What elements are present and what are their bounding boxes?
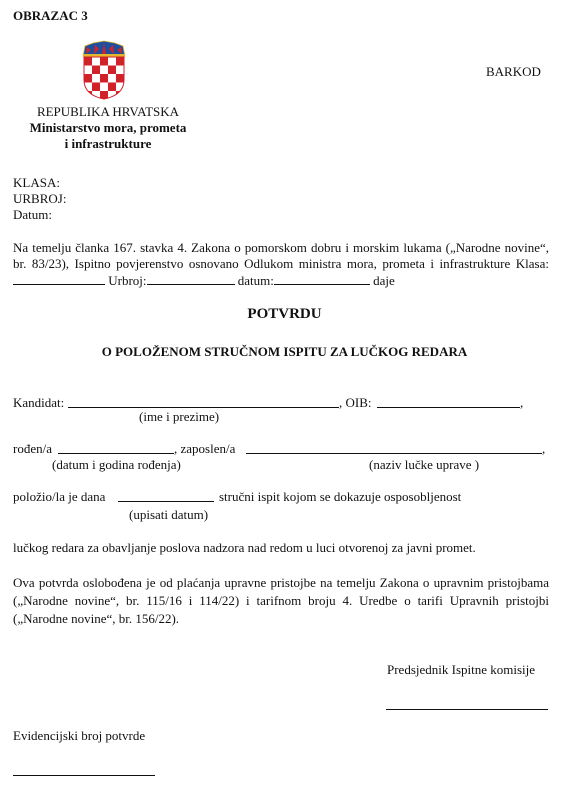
signature-field[interactable] <box>386 709 548 710</box>
signature-label: Predsjednik Ispitne komisije <box>387 662 536 677</box>
port-authority-field[interactable] <box>246 453 542 454</box>
record-number-field[interactable] <box>13 775 155 776</box>
barcode-label: BARKOD <box>486 64 541 79</box>
port-authority-hint: (naziv lučke uprave ) <box>369 457 480 472</box>
intro-daje: daje <box>373 273 395 288</box>
intro-urbroj-label: Urbroj: <box>108 273 147 288</box>
candidate-name-field[interactable] <box>68 407 339 408</box>
document-title: POTVRDU <box>247 306 322 322</box>
urbroj-label: URBROJ: <box>13 191 67 206</box>
datum-label: Datum: <box>13 207 52 222</box>
document-subtitle: O POLOŽENOM STRUČNOM ISPITU ZA LUČKOG REDARA <box>101 344 468 359</box>
intro-datum-label: datum: <box>237 273 274 288</box>
oib-field[interactable] <box>377 407 520 408</box>
passed-suffix: stručni ispit kojom se dokazuje osposobljenost <box>219 489 462 504</box>
issuer-ministry-line2: i infrastrukture <box>64 136 152 151</box>
datum-field[interactable] <box>274 272 370 285</box>
intro-text: Na temelju članka 167. stavka 4. Zakona o pomorskom dobru i morskim lukama („Narodne novine“, br. 83/23), Ispitno povjerenstvo osnovano Odlukom ministra mora, prometa i infrastrukture Klasa: <box>13 240 549 271</box>
candidate-label: Kandidat: <box>13 395 65 410</box>
birth-date-hint: (datum i godina rođenja) <box>52 457 181 472</box>
passed-prefix: položio/la je dana <box>13 489 106 504</box>
klasa-label: KLASA: <box>13 175 60 190</box>
born-label: rođen/a <box>13 441 52 456</box>
exam-date-hint: (upisati datum) <box>129 507 209 522</box>
exam-date-field[interactable] <box>118 501 214 502</box>
klasa-field[interactable] <box>13 272 105 285</box>
exemption-paragraph: Ova potvrda oslobođena je od plaćanja upravne pristojbe na temelju Zakona o upravnim pristojbama („Narodne novine“, br. 115/16 i 114/22) i tarifnom broju 4. Uredbe o tarifi Upravnih pristojbi („Narodne novine“, br. 156/22). <box>13 575 549 626</box>
oib-label: , OIB: <box>339 395 372 410</box>
form-code: OBRAZAC 3 <box>13 8 88 23</box>
issuer-ministry-line1: Ministarstvo mora, prometa <box>29 120 187 135</box>
candidate-name-hint: (ime i prezime) <box>139 409 220 424</box>
purpose-text: lučkog redara za obavljanje poslova nadzora nad redom u luci otvorenoj za javni promet. <box>13 540 476 555</box>
record-number-label: Evidencijski broj potvrde <box>13 728 146 743</box>
birth-date-field[interactable] <box>58 453 174 454</box>
employed-label: , zaposlen/a <box>174 441 236 456</box>
issuer-country: REPUBLIKA HRVATSKA <box>36 104 180 119</box>
urbroj-field[interactable] <box>147 272 235 285</box>
croatian-coat-of-arms <box>81 40 127 104</box>
intro-paragraph <box>13 240 549 289</box>
